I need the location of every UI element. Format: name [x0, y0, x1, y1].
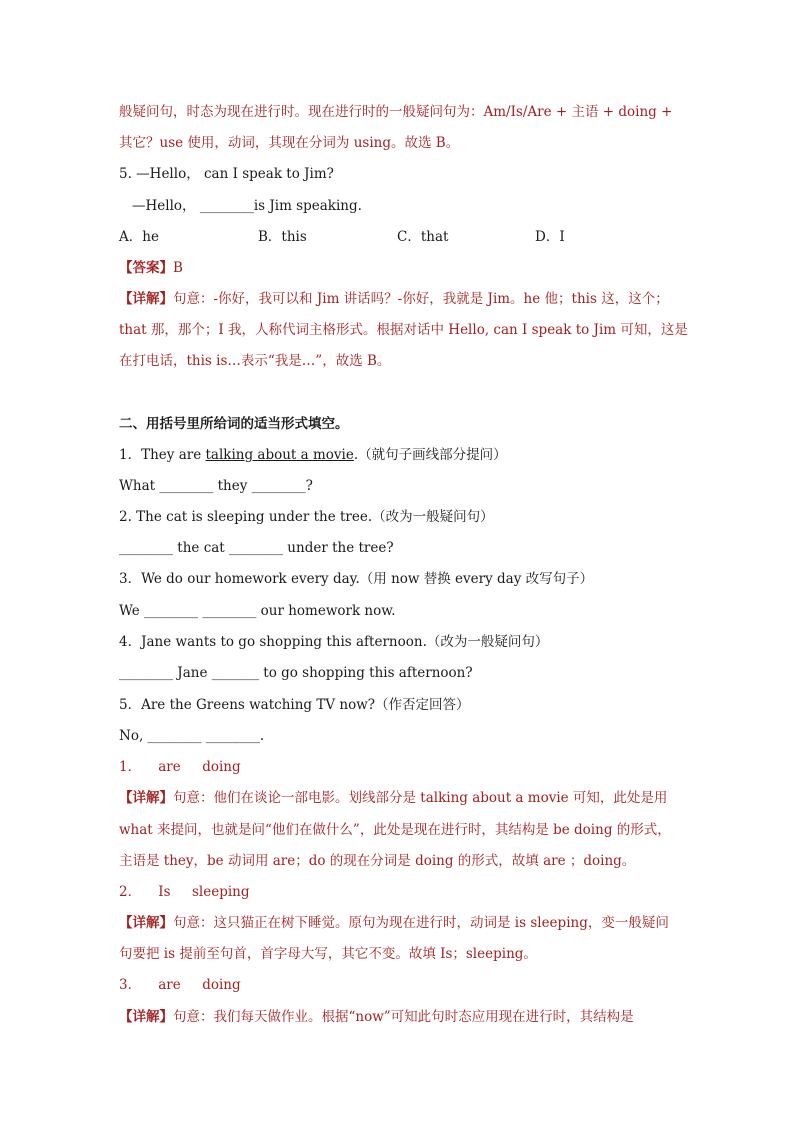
- answer-value: B: [173, 260, 183, 276]
- s2-blank-1: What ________ they ________?: [119, 478, 313, 494]
- detail-tag: 【详解】: [119, 790, 173, 806]
- detail-text: 句意：-你好，我可以和 Jim 讲话吗？-你好，我就是 Jim。he 他；this 这，这个；: [173, 291, 669, 307]
- answer-1: 1． are doing: [119, 759, 241, 775]
- s2-question-2: 2. The cat is sleeping under the tree.（改为一般疑问句）: [119, 509, 494, 525]
- detail-line: [119, 1007, 634, 1027]
- s2-question-1: [119, 445, 507, 465]
- option-a: A．he: [119, 229, 159, 245]
- answer-2: 2． Is sleeping: [119, 884, 250, 900]
- s2-question-5: 5．Are the Greens watching TV now?（作否定回答）: [119, 697, 470, 713]
- question-5-stem: 5. —Hello， can I speak to Jim?: [119, 166, 334, 182]
- explanation-line: 其它？use 使用，动词，其现在分词为 using。故选 B。: [119, 135, 460, 151]
- option-c: C．that: [397, 229, 449, 245]
- detail-line: what 来提问，也就是问“他们在做什么”，此处是现在进行时，其结构是 be doing 的形式，: [119, 822, 671, 838]
- detail-text: 句意：他们在谈论一部电影。划线部分是 talking about a movie 可知，此处是用: [173, 790, 668, 806]
- detail-line: 在打电话，this is…表示“我是…”，故选 B。: [119, 353, 391, 369]
- answer-3: 3． are doing: [119, 977, 241, 993]
- s2q1-post: .（就句子画线部分提问）: [353, 447, 507, 463]
- s2-blank-5: No, ________ ________.: [119, 728, 265, 744]
- question-5-reply: —Hello， ________is Jim speaking.: [132, 198, 362, 214]
- section-2-title: 二、用括号里所给词的适当形式填空。: [119, 416, 349, 432]
- detail-tag: 【详解】: [119, 915, 173, 931]
- s2q1-underlined: talking about a movie: [205, 447, 354, 463]
- detail-text: 句意：这只猫正在树下睡觉。原句为现在进行时，动词是 is sleeping，变一般疑问: [173, 915, 669, 931]
- detail-line: [119, 913, 669, 933]
- detail-tag: 【详解】: [119, 291, 173, 307]
- explanation-line: 般疑问句，时态为现在进行时。现在进行时的一般疑问句为：Am/Is/Are + 主语 + doing +: [119, 104, 673, 120]
- s2q1-pre: 1．They are: [119, 447, 206, 463]
- detail-line: 主语是 they，be 动词用 are；do 的现在分词是 doing 的形式，故填 are ；doing。: [119, 853, 636, 869]
- detail-line: [119, 788, 667, 808]
- answer-line: [119, 258, 183, 278]
- detail-line: that 那，那个；I 我，人称代词主格形式。根据对话中 Hello, can I speak to Jim 可知，这是: [119, 322, 688, 338]
- option-b: B．this: [258, 229, 307, 245]
- detail-tag: 【详解】: [119, 1009, 173, 1025]
- detail-text: 句意：我们每天做作业。根据“now”可知此句时态应用现在进行时，其结构是: [173, 1009, 634, 1025]
- s2-blank-4: ________ Jane _______ to go shopping this afternoon?: [119, 665, 473, 681]
- detail-line: 句要把 is 提前至句首，首字母大写，其它不变。故填 Is；sleeping。: [119, 946, 537, 962]
- s2-question-3: 3．We do our homework every day.（用 now 替换 every day 改写句子）: [119, 571, 594, 587]
- option-d: D．I: [535, 229, 565, 245]
- s2-blank-2: ________ the cat ________ under the tree?: [119, 540, 394, 556]
- answer-tag: 【答案】: [119, 260, 173, 276]
- detail-line: [119, 289, 669, 309]
- s2-question-4: 4．Jane wants to go shopping this afternoon.（改为一般疑问句）: [119, 634, 549, 650]
- s2-blank-3: We ________ ________ our homework now.: [119, 603, 396, 619]
